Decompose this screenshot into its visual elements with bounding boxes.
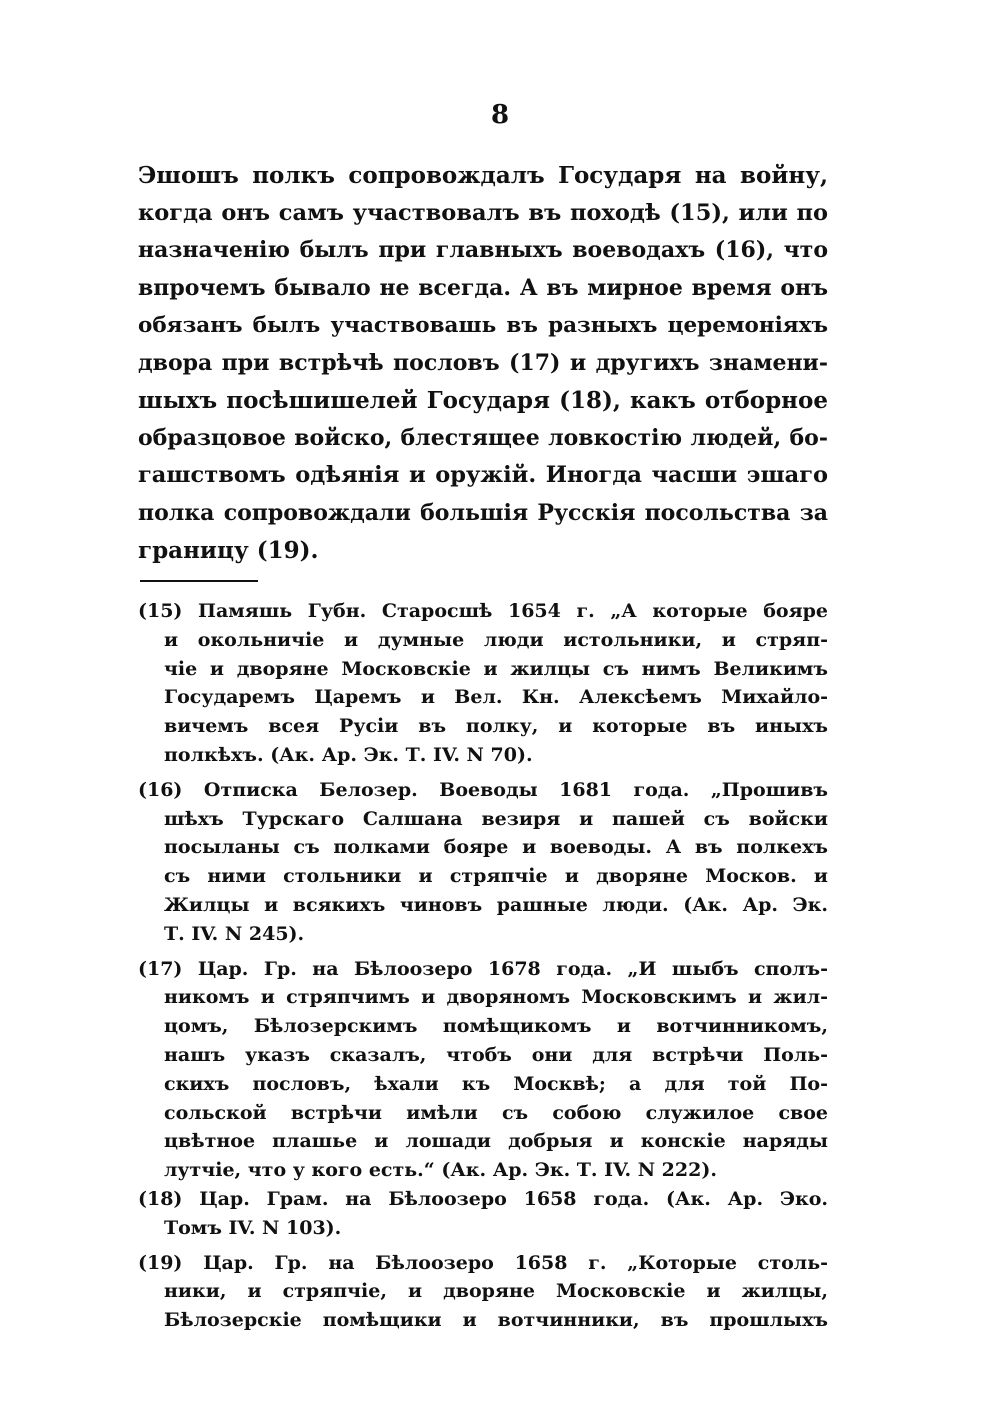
footnote-line: ники, и стряпчіе, и дворяне Московскіе и жилцы, [164, 1280, 828, 1303]
main-text-line: гашствомъ одѣянія и оружій. Иногда часши эшаго [138, 462, 828, 488]
footnote-line: Т. IV. N 245). [164, 922, 305, 945]
footnote-line: чіе и дворяне Московскіе и жилцы съ нимъ Великимъ [164, 657, 828, 680]
main-text [138, 157, 828, 570]
main-text-line: образцовое войско, блестящее ловкостію людей, бо- [138, 424, 828, 451]
footnote-line: скихъ пословъ, ѣхали къ Москвѣ; а для той По- [164, 1072, 828, 1095]
footnote-15 [138, 597, 828, 770]
footnote-line: съ ними стольники и стряпчіе и дворяне Москов. и [164, 865, 828, 888]
main-text-line: полка сопровождали большія Русскія посольства за [138, 499, 828, 526]
footnote-line: (15) Памяшь Губн. Старосшѣ 1654 г. „А которые бояре [138, 600, 828, 622]
footnotes [138, 597, 828, 1335]
main-text-line: шыхъ посѣшишелей Государя (18), какъ отборное [138, 387, 828, 414]
footnote-line: вичемъ всея Русіи въ полку, и которые въ иныхъ [164, 715, 828, 738]
footnote-line: лутчіе, что у кого есть.“ (Ак. Ар. Эк. Т. IV. N 222). [164, 1159, 717, 1182]
footnote-line: Томъ IV. N 103). [164, 1216, 342, 1239]
footnote-line: полкѣхъ. (Ак. Ар. Эк. Т. IV. N 70). [164, 743, 533, 766]
footnote-line: (17) Цар. Гр. на Бѣлоозеро 1678 года. „И шыбъ сполъ- [138, 957, 828, 980]
footnote-18 [138, 1185, 828, 1243]
footnote-line: нашъ указъ сказалъ, чтобъ они для встрѣчи Поль- [164, 1043, 828, 1066]
footnote-line: никомъ и стряпчимъ и дворяномъ Московскимъ и жил- [164, 986, 828, 1009]
main-text-line: впрочемъ бывало не всегда. А въ мирное время онъ [138, 274, 828, 301]
footnote-line: сольской встрѣчи имѣли съ собою служилое свое [164, 1101, 828, 1124]
footnote-17 [138, 955, 828, 1185]
footnote-line: (16) Отписка Белозер. Воеводы 1681 года. „Прошивъ [138, 778, 828, 801]
footnote-line: посыланы съ полками бояре и воеводы. А въ полкехъ [164, 836, 828, 859]
footnote-separator [140, 580, 258, 582]
main-text-line: Эшошъ полкъ сопровождалъ Государя на войну, [138, 162, 828, 189]
footnote-line: Государемъ Царемъ и Вел. Кн. Алексѣемъ Михайло- [164, 686, 828, 709]
footnote-16 [138, 776, 828, 949]
footnote-line: шѣхъ Турскаго Салшана везиря и пашей съ войски [164, 807, 828, 830]
footnote-line: Жилцы и всякихъ чиновъ рашные люди. (Ак. Ар. Эк. [164, 893, 828, 916]
footnote-line: и окольничіе и думные люди истольники, и стряп- [164, 628, 828, 651]
footnote-19 [138, 1249, 828, 1335]
main-text-line: назначенію былъ при главныхъ воеводахъ (16), что [138, 237, 828, 263]
main-text-line: границу (19). [138, 537, 319, 564]
footnote-line: Бѣлозерскіе помѣщики и вотчинники, въ прошлыхъ [164, 1309, 828, 1332]
footnote-line: (18) Цар. Грам. на Бѣлоозеро 1658 года. (Ак. Ар. Эко. [138, 1187, 828, 1210]
page-number: 8 [490, 100, 510, 130]
footnote-line: цвѣтное плашье и лошади добрыя и конскіе наряды [164, 1130, 828, 1153]
main-text-line: обязанъ былъ участвовашь въ разныхъ церемоніяхъ [138, 313, 828, 338]
footnote-line: (19) Цар. Гр. на Бѣлоозеро 1658 г. „Которые столь- [138, 1251, 828, 1274]
main-text-line: когда онъ самъ участвовалъ въ походѣ (15), или по [138, 199, 828, 226]
main-text-line: двора при встрѣчѣ пословъ (17) и другихъ знамени- [138, 349, 828, 376]
footnote-line: цомъ, Бѣлозерскимъ помѣщикомъ и вотчинникомъ, [164, 1015, 828, 1038]
